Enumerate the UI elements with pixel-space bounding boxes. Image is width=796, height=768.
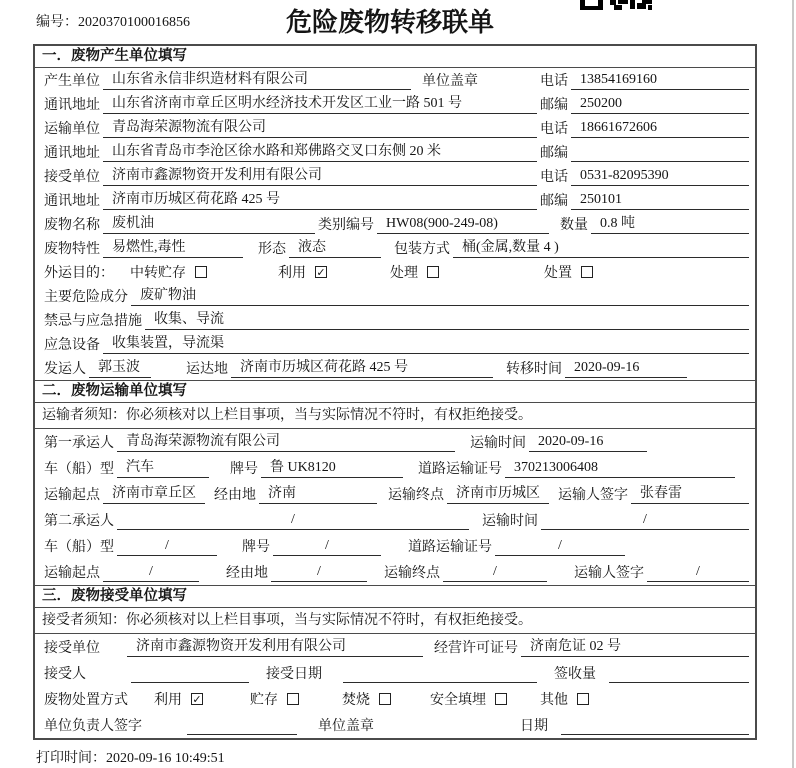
transfer-date-value: 2020-09-16 — [565, 359, 687, 378]
purpose-dispose-checkbox — [581, 266, 593, 278]
main-hazard-value: 废矿物油 — [131, 287, 749, 306]
waste-character-label: 废物特性 — [44, 242, 100, 257]
road-permit1-label: 道路运输证号 — [418, 462, 502, 477]
second-carrier-row — [35, 507, 755, 533]
producer-zip-value: 250200 — [571, 95, 749, 114]
plate1-value: 鲁 UK8120 — [261, 459, 403, 478]
producer-value: 山东省永信非织造材料有限公司 — [103, 71, 411, 90]
receiver-label: 接受单位 — [44, 170, 100, 185]
receiver-address-value: 济南市历城区荷花路 425 号 — [103, 191, 537, 210]
accept-date-label: 接受日期 — [266, 667, 322, 682]
qr-code-fragment — [580, 0, 652, 10]
disposal-method-label: 废物处置方式 — [44, 693, 128, 708]
date-label: 日期 — [520, 719, 548, 734]
purpose-utilize-checkbox: ✓ — [316, 266, 326, 279]
receiver-row — [35, 164, 755, 188]
transport-time1-value: 2020-09-16 — [529, 433, 647, 452]
receiver-address-row — [35, 188, 755, 212]
waste-quantity-value: 0.8 吨 — [591, 215, 749, 234]
purpose-option-label: 利用 — [278, 266, 306, 281]
doc-number — [36, 11, 190, 31]
section1-title: 一．废物产生单位填写 — [35, 46, 755, 68]
endpoint2-label: 运输终点 — [384, 566, 440, 581]
section-generator — [35, 46, 755, 380]
plate2-value: / — [273, 537, 381, 556]
transporter-address-row — [35, 140, 755, 164]
emergency-equipment-value: 收集装置，导流渠 — [103, 335, 749, 354]
packing-label: 包装方式 — [394, 242, 450, 257]
disposal-option-label: 贮存 — [250, 693, 278, 708]
producer-label: 产生单位 — [44, 74, 100, 89]
purpose-option-label: 中转贮存 — [130, 266, 186, 281]
waste-character-value: 易燃性,毒性 — [103, 239, 243, 258]
transporter-phone-value: 18661672606 — [571, 119, 749, 138]
waste-code-value: HW08(900-249-08) — [377, 215, 549, 234]
disposal-option-label: 安全填埋 — [430, 693, 486, 708]
road-permit2-value: / — [495, 537, 625, 556]
producer-phone-label: 电话 — [540, 74, 568, 89]
producer-address-value: 山东省济南市章丘区明水经济技术开发区工业一路 501 号 — [103, 95, 537, 114]
vehicle-type2-label: 车（船）型 — [44, 540, 114, 555]
manager-sign-value — [187, 716, 297, 735]
acceptor-label: 接受人 — [44, 667, 86, 682]
transport-time2-value: / — [541, 511, 749, 530]
vehicle-type1-value: 汽车 — [117, 459, 209, 478]
permit-label: 经营许可证号 — [434, 641, 518, 656]
transporter-zip-label: 邮编 — [540, 146, 568, 161]
transporter-notice: 运输者须知：你必须核对以上栏目事项，当与实际情况不符时，有权拒绝接受。 — [35, 403, 755, 429]
producer-address-row — [35, 92, 755, 116]
receiver-seal-label: 单位盖章 — [318, 719, 374, 734]
section3-title: 三．废物接受单位填写 — [35, 586, 755, 608]
accept-unit-value: 济南市鑫源物资开发利用有限公司 — [127, 638, 423, 657]
disposal-storage-checkbox — [287, 693, 299, 705]
producer-address-label: 通讯地址 — [44, 98, 100, 113]
print-time-label: 打印时间： — [36, 751, 106, 766]
destination-value: 济南市历城区荷花路 425 号 — [231, 359, 493, 378]
consignor-value: 郭玉波 — [89, 359, 151, 378]
waste-quantity-label: 数量 — [560, 218, 588, 233]
consignor-row — [35, 356, 755, 380]
emergency-equipment-row — [35, 332, 755, 356]
received-qty-label: 签收量 — [554, 667, 596, 682]
acceptor-value — [131, 664, 249, 683]
endpoint1-value: 济南市历城区 — [447, 485, 549, 504]
waste-character-row — [35, 236, 755, 260]
accept-unit-label: 接受单位 — [44, 641, 100, 656]
main-hazard-label: 主要危险成分 — [44, 290, 128, 305]
transporter-row — [35, 116, 755, 140]
acceptor-row — [35, 660, 755, 686]
unit-seal-label: 单位盖章 — [422, 74, 478, 89]
disposal-option-label: 其他 — [540, 693, 568, 708]
plate1-label: 牌号 — [230, 462, 258, 477]
vehicle-type1-label: 车（船）型 — [44, 462, 114, 477]
document-header — [0, 0, 796, 44]
emergency-measures-label: 禁忌与应急措施 — [44, 314, 142, 329]
manager-sign-label: 单位负责人签字 — [44, 719, 142, 734]
transporter-zip-value — [571, 143, 749, 162]
origin1-value: 济南市章丘区 — [103, 485, 205, 504]
carrier-sign1-label: 运输人签字 — [558, 488, 628, 503]
purpose-option-label: 处理 — [390, 266, 418, 281]
emergency-equipment-label: 应急设备 — [44, 338, 100, 353]
purpose-treat-checkbox — [427, 266, 439, 278]
second-carrier-value: / — [117, 511, 469, 530]
route2-row — [35, 559, 755, 585]
received-qty-value — [609, 664, 749, 683]
accept-unit-row — [35, 634, 755, 660]
carrier-sign1-value: 张春雷 — [631, 485, 749, 504]
section2-title: 二．废物运输单位填写 — [35, 381, 755, 403]
manifest-form — [33, 44, 757, 740]
receiver-phone-value: 0531-82095390 — [571, 167, 749, 186]
waste-code-label: 类别编号 — [318, 218, 374, 233]
main-hazard-row — [35, 284, 755, 308]
waste-name-label: 废物名称 — [44, 218, 100, 233]
vehicle2-row — [35, 533, 755, 559]
first-carrier-value: 青岛海荣源物流有限公司 — [117, 433, 455, 452]
producer-row — [35, 68, 755, 92]
endpoint1-label: 运输终点 — [388, 488, 444, 503]
transfer-date-label: 转移时间 — [506, 362, 562, 377]
print-time-value: 2020-09-16 10:49:51 — [106, 751, 225, 766]
waste-form-value: 液态 — [289, 239, 381, 258]
page-title: 危险废物转移联单 — [285, 8, 494, 37]
road-permit1-value: 370213006408 — [505, 459, 735, 478]
receiver-zip-value: 250101 — [571, 191, 749, 210]
purpose-option-label: 处置 — [544, 266, 572, 281]
consignor-label: 发运人 — [44, 362, 86, 377]
transporter-value: 青岛海荣源物流有限公司 — [103, 119, 537, 138]
receiver-address-label: 通讯地址 — [44, 194, 100, 209]
disposal-other-checkbox — [577, 693, 589, 705]
print-time — [36, 747, 225, 767]
endpoint2-value: / — [443, 563, 547, 582]
accept-date-value — [343, 664, 537, 683]
emergency-measures-row — [35, 308, 755, 332]
disposal-option-label: 利用 — [154, 693, 182, 708]
disposal-method-row — [35, 686, 755, 712]
road-permit2-label: 道路运输证号 — [408, 540, 492, 555]
via1-label: 经由地 — [214, 488, 256, 503]
origin2-label: 运输起点 — [44, 566, 100, 581]
via1-value: 济南 — [259, 485, 377, 504]
destination-label: 运达地 — [186, 362, 228, 377]
transporter-address-label: 通讯地址 — [44, 146, 100, 161]
origin2-value: / — [103, 563, 199, 582]
doc-number-value: 2020370100016856 — [78, 15, 190, 30]
disposal-incinerate-checkbox — [379, 693, 391, 705]
waste-name-value: 废机油 — [103, 215, 315, 234]
page-right-border — [792, 0, 794, 768]
transporter-label: 运输单位 — [44, 122, 100, 137]
date-value — [561, 716, 749, 735]
producer-zip-label: 邮编 — [540, 98, 568, 113]
transport-time1-label: 运输时间 — [470, 436, 526, 451]
plate2-label: 牌号 — [242, 540, 270, 555]
receiver-notice: 接受者须知：你必须核对以上栏目事项，当与实际情况不符时，有权拒绝接受。 — [35, 608, 755, 634]
carrier-sign2-value: / — [647, 563, 749, 582]
transfer-purpose-label: 外运目的： — [44, 266, 114, 281]
origin1-label: 运输起点 — [44, 488, 100, 503]
disposal-utilize-checkbox: ✓ — [192, 693, 202, 706]
receiver-value: 济南市鑫源物资开发利用有限公司 — [103, 167, 537, 186]
purpose-storage-checkbox — [195, 266, 207, 278]
producer-phone-value: 13854169160 — [571, 71, 749, 90]
receiver-zip-label: 邮编 — [540, 194, 568, 209]
via2-label: 经由地 — [226, 566, 268, 581]
disposal-option-label: 焚烧 — [342, 693, 370, 708]
transporter-address-value: 山东省青岛市李沧区徐水路和郑佛路交叉口东侧 20 米 — [103, 143, 537, 162]
manager-sign-row — [35, 712, 755, 738]
section-receiver — [35, 585, 755, 738]
transport-time2-label: 运输时间 — [482, 514, 538, 529]
first-carrier-row — [35, 429, 755, 455]
vehicle1-row — [35, 455, 755, 481]
first-carrier-label: 第一承运人 — [44, 436, 114, 451]
doc-number-label: 编号： — [36, 15, 78, 30]
transporter-phone-label: 电话 — [540, 122, 568, 137]
receiver-phone-label: 电话 — [540, 170, 568, 185]
carrier-sign2-label: 运输人签字 — [574, 566, 644, 581]
vehicle-type2-value: / — [117, 537, 217, 556]
packing-value: 桶(金属,数量 4 ) — [453, 239, 749, 258]
waste-name-row — [35, 212, 755, 236]
route1-row — [35, 481, 755, 507]
section-transporter — [35, 380, 755, 585]
permit-value: 济南危证 02 号 — [521, 638, 749, 657]
waste-form-label: 形态 — [258, 242, 286, 257]
transfer-purpose-row — [35, 260, 755, 284]
second-carrier-label: 第二承运人 — [44, 514, 114, 529]
emergency-measures-value: 收集、导流 — [145, 311, 749, 330]
via2-value: / — [271, 563, 367, 582]
disposal-landfill-checkbox — [495, 693, 507, 705]
